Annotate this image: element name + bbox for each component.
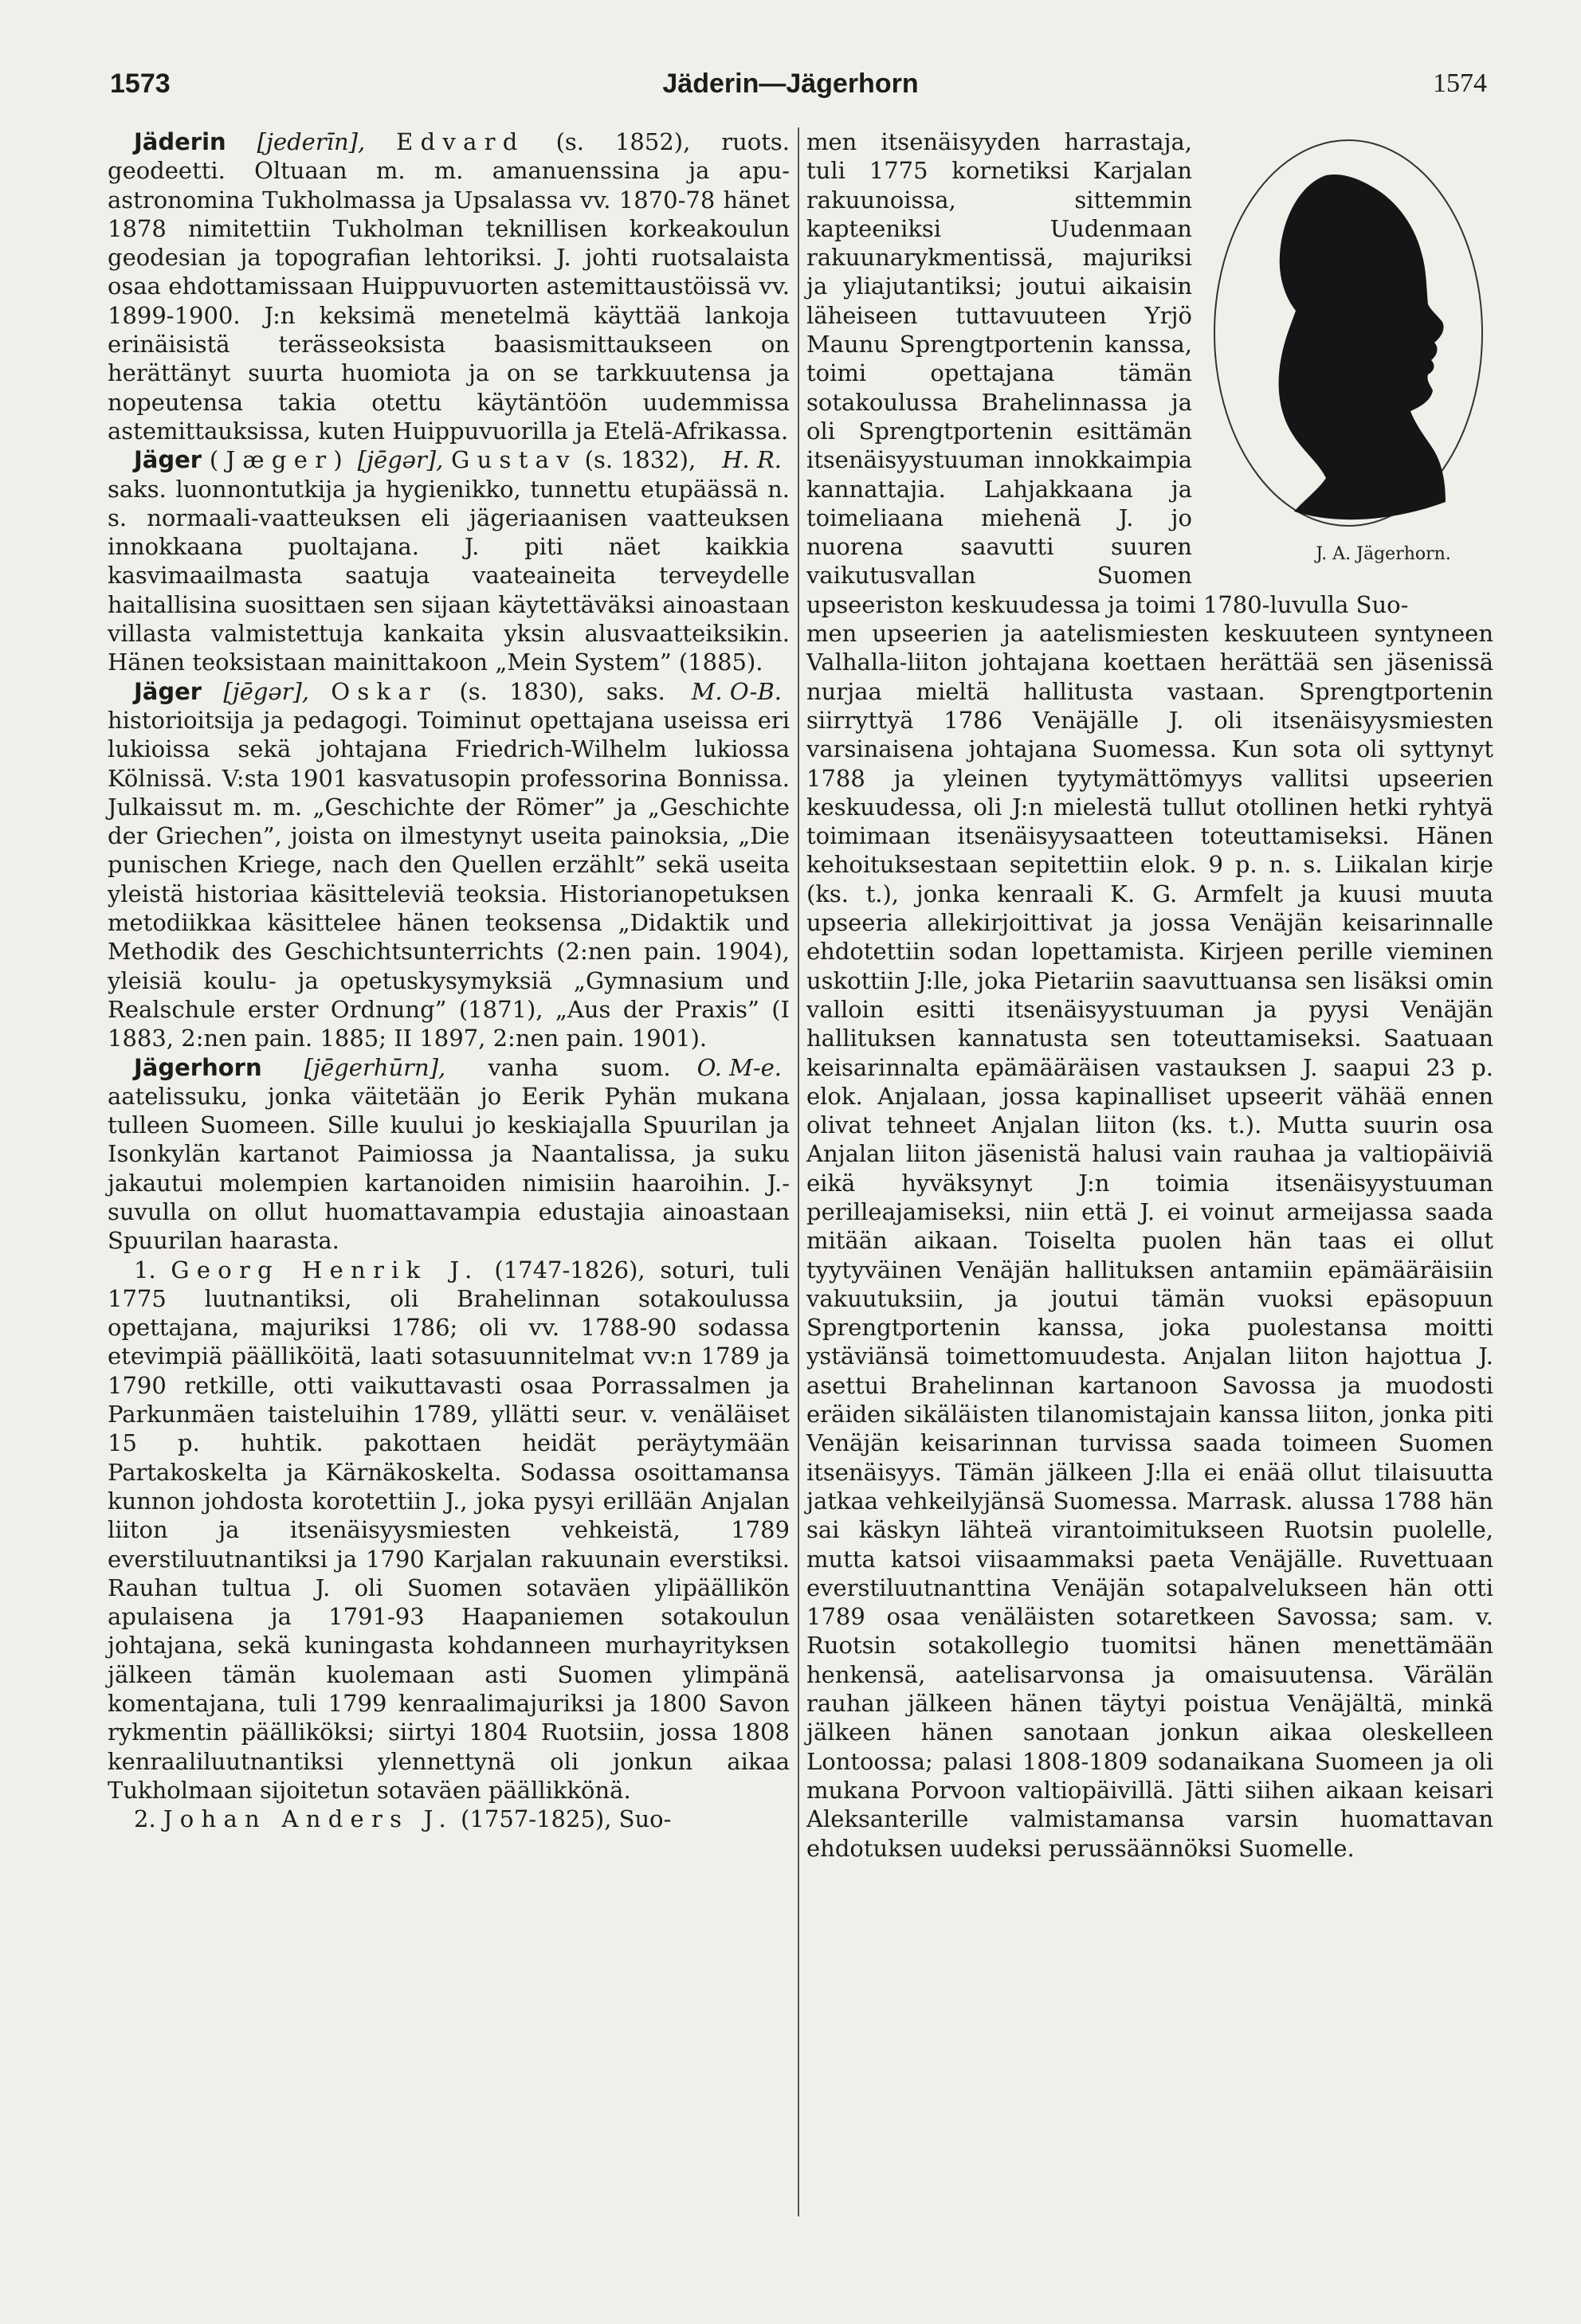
headword: Jägerhorn (134, 1053, 262, 1081)
entry-text: (s. 1852), ruots. geodeetti. Oltuaan m. m. amanuenssina ja apu-astronomina Tukholmassa ja Upsalassa vv. 1870-78 hänet 1878 nimitettiin Tukholman teknillisen korkeakoulun geodesian ja topografian lehtoriksi. J. johti ruotsalaista osaa ehdottamissaan Huippuvuorten astemittaustöissä vv. 1899-1900. J:n keksimä menetelmä käyttää lankoja erinäisistä terässeoksista baasismittaukseen on herättänyt suurta huomiota ja on se tarkkuutensa ja nopeutensa takia otettu käytäntöön uudemmissa astemittauksissa, kuten Huippuvuorilla ja Etelä-Afrikassa. (108, 128, 790, 445)
entry-jagerhorn (108, 1053, 790, 1256)
right-page-number: 1574 (1433, 69, 1487, 98)
silhouette-portrait (1206, 127, 1493, 542)
author-signature: O. M-e. (696, 1053, 782, 1081)
given-name: Oskar (331, 677, 438, 705)
headword: Jäderin (134, 128, 226, 155)
subentry-johan-anders (108, 1805, 790, 1833)
subentry-name: Georg Henrik J. (171, 1256, 480, 1283)
subentry-number: 1. (134, 1256, 156, 1283)
column-divider (798, 127, 799, 2216)
entry-continuation-b: men upseerien ja aatelismiesten keskuuteen syntyneen Valhalla-liiton johtajana koettaen herättää sen jäsenissä nurjaa mieltä hallitusta vastaan. Sprengtportenin siirryttyä 1786 Venäjälle J. oli itsenäisyysmiesten varsinaisena johtajana Suomessa. Kun sota oli syttynyt 1788 ja yleinen tyytymättömyys vallitsi upseerien keskuudessa, oli J:n mielestä tullut otollinen hetki ryhtyä toimimaan itsenäisyysaatteen toteuttamiseksi. Hänen kehoituksestaan sepitettiin elok. 9 p. n. s. Liikalan kirje (ks. t.), jonka kenraali K. G. Armfelt ja kuusi muuta upseeria allekirjoittivat ja jossa Venäjän keisarinnalle ehdotettiin sodan lopettamista. Kirjeen perille vieminen uskottiin J:lle, joka Pietariin saavuttuansa sen lisäksi omin valloin esitti itsenäisyystuuman ja pyysi Venäjän hallituksen kannatusta sen toteuttamiseksi. Saatuaan keisarinnalta epämääräisen vastauksen J. saapui 23 p. elok. Anjalaan, jossa kapinalliset upseerit vähää ennen olivat tehneet Anjalan liiton (ks. t.). Mutta suurin osa Anjalan liiton jäsenistä halusi vain rauhaa ja valtiopäiviä eikä hyväksynyt J:n toimia itsenäisyystuuman perilleajamiseksi, niin että J. ei voinut armeijassa saada mitään aikaan. Toiselta puolen hän taas ei ollut tyytyväinen Venäjän hallituksen antamiin epämääräisiin vakuutuksiin, ja joutui tämän vuoksi epäsopuun Sprengtportenin kanssa, joka puolestansa moitti ystäviänsä toimettomuudesta. Anjalan liiton hajottua J. asettui Brahelinnan kartanoon Savossa ja muodosti eräiden sikäläisten tilanomistajain kanssa liiton, jonka piti Venäjän keisarinnan turvissa saada toimeen Suomen itsenäisyys. Tämän jälkeen J:lla ei enää ollut tilaisuutta jatkaa vehkeilyjänsä Suomessa. Marrask. alussa 1788 hän sai käskyn lähteä virantoimitukseen Ruotsin puolelle, mutta katsoi viisaammaksi paeta Venäjälle. Ruvettuaan everstiluutnanttina Venäjän sotapalvelukseen hän otti 1789 osaa venäläisten sotaretkeen Savossa; sam. v. Ruotsin sotakollegio tuomitsi hänen menettämään henkensä, aatelisarvonsa ja omaisuutensa. Värälän rauhan jälkeen hänen täytyi poistua Venäjältä, minkä jälkeen hänen sanotaan jonkun aikaa oleskelleen Lontoossa; palasi 1808-1809 sodanaikana Suomeen ja oli mukana Porvoon valtiopäivillä. Jätti siihen aikaan keisari Aleksanterille valmistamansa varsin huomattavan ehdotuksen uudeksi perussäännöksi Suomelle. (806, 620, 1493, 1862)
subentry-number: 2. (134, 1805, 156, 1833)
right-column (806, 127, 1493, 1863)
given-name: Gustav (451, 446, 577, 474)
running-head-title: Jäderin—Jägerhorn (662, 69, 919, 99)
variant-spelling: (Jæger) (209, 446, 350, 474)
author-signature: M. O-B. (691, 677, 782, 705)
silhouette-icon (1279, 174, 1446, 519)
pronunciation: [jederīn], (257, 128, 366, 155)
entry-text: (1747-1826), soturi, tuli 1775 luutnantiksi, oli Brahelinnan sotakoulussa opettajana, majuriksi 1786; oli vv. 1788-90 sodassa etevimpiä päälliköitä, laati sotasuunnitelmat vv:n 1789 ja 1790 retkille, otti vaikuttavasti osaa Porrassalmen ja Parkunmäen taisteluihin 1789, yllätti seur. v. venäläiset 15 p. huhtik. pakottaen heidät peräytymään Partakoskelta ja Kärnäkoskelta. Sodassa osoittamansa kunnon johdosta korotettiin J., joka pysyi erillään Anjalan liiton ja itsenäisyysmiesten vehkeistä, 1789 everstiluutnantiksi ja 1790 Karjalan rakuunain everstiksi. Rauhan tultua J. oli Suomen sotaväen ylipäällikön apulaisena ja 1791-93 Haapaniemen sotakoulun johtajana, sekä kuningasta kohdanneen murhayrityksen jälkeen tämän kuolemaan asti Suomen ylimpänä komentajana, tuli 1799 kenraalimajuriksi ja 1800 Savon rykmentin päälliköksi; siirtyi 1804 Ruotsiin, jossa 1808 kenraaliluutnantiksi ylennettynä oli jonkun aikaa Tukholmaan sijoitetun sotaväen päällikkönä. (108, 1256, 790, 1804)
pronunciation: [jēgər], (357, 446, 444, 474)
subentry-name: Johan Anders J. (163, 1805, 453, 1833)
entry-text: (s. 1830), saks. historioitsija ja pedagogi. Toiminut opettajana useissa eri lukioissa sekä johtajana Friedrich-Wilhelm lukiossa Kölnissä. V:sta 1901 kasvatusopin professorina Bonnissa. Julkaissut m. m. „Geschichte der Römer” ja „Geschichte der Griechen”, joista on ilmestynyt useita painoksia, „Die punischen Kriege, nach den Quellen erzählt” sekä useita yleistä historiaa käsitteleviä teoksia. Historianopetuksen metodiikkaa käsittelee hänen teoksensa „Didaktik und Methodik des Geschichtsunterrichts (2:nen pain. 1904), yleisiä koulu- ja opetuskysymyksiä „Gymnasium und Realschule erster Ordnung” (1871), „Aus der Praxis” (I 1883, 2:nen pain. 1885; II 1897, 2:nen pain. 1901). (108, 677, 790, 1052)
portrait-caption: J. A. Jägerhorn. (1316, 544, 1451, 564)
author-signature: H. R. (722, 446, 782, 474)
subentry-georg-henrik (108, 1256, 790, 1805)
pronunciation: [jēgerhūrn], (304, 1053, 446, 1081)
portrait-figure (1206, 127, 1493, 574)
entry-continuation-a: men itsenäisyyden harrastaja, tuli 1775 kornetiksi Karjalan rakuunoissa, sittemmin kapteeniksi Uudenmaan rakuunarykmentissä, majuriksi ja yliajutantiksi; joutui aikaisin läheiseen tuttavuuteen Yrjö Maunu Sprengtportenin kanssa, toimi opettajana tämän sotakoulussa Brahelinnassa ja oli Sprengtportenin esittämän itsenäisyystuuman innokkaimpia kannattajia. Lahjakkaana ja toimeliaana miehenä J. jo nuorena saavutti suuren vaikutusvallan Suomen upseeriston keskuudessa ja toimi 1780-luvulla Suo- (806, 128, 1409, 618)
headword: Jäger (134, 677, 202, 705)
entry-text: (1757-1825), Suo- (453, 1805, 672, 1833)
left-page-number: 1573 (110, 69, 171, 99)
entry-text: (s. 1832), saks. luonnontutkija ja hygienikko, tunnettu etupäässä n. s. normaali-vaatteuksen eli jägeriaanisen vaatteuksen innokkaana puoltajana. J. piti näet kaikkia kasvimaailmasta saatuja vaateaineita terveydelle haitallisina suosittaen sen sijaan käytettäväksi ainoastaan villasta valmistettuja kankaita yksin alusvaatteiksikin. Hänen teoksistaan mainittakoon „Mein System” (1885). (108, 446, 790, 676)
given-name: Edvard (396, 128, 525, 155)
headword: Jäger (134, 446, 202, 474)
pronunciation: [jēgər], (223, 677, 310, 705)
entry-text: vanha suom. aatelissuku, jonka väitetään jo Eerik Pyhän mukana tulleen Suomeen. Sille kuului jo keskiajalla Spuurilan ja Isonkylän kartanot Paimiossa ja Naantalissa, ja suku jakautui molempien kartanoiden nimisiin haaroihin. J.-suvulla on ollut huomattavampia edustajia ainoastaan Spuurilan haarasta. (108, 1053, 790, 1255)
left-column (108, 127, 790, 1834)
